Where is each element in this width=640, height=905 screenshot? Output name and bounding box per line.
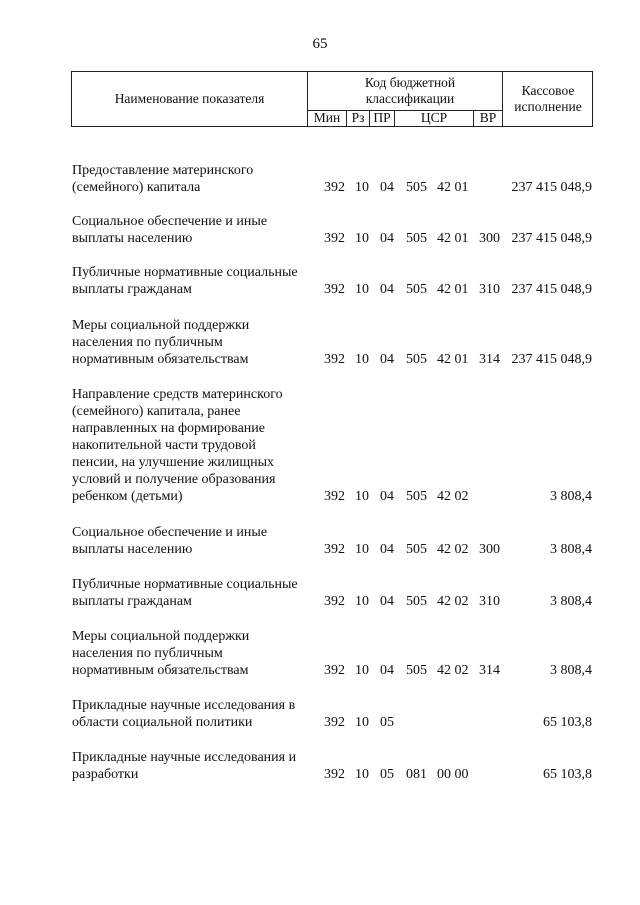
row-name <box>72 386 322 505</box>
row-name-line: области социальной политики <box>72 715 253 730</box>
row-name <box>72 213 322 247</box>
row-name-line: выплаты населению <box>72 231 193 246</box>
row-code-pr: 04 <box>380 594 394 609</box>
row-code-csr2: 42 01 <box>437 180 469 195</box>
row-code-vr: 314 <box>479 663 500 678</box>
row-code-pr: 04 <box>380 231 394 246</box>
header-name-column: Наименование показателя <box>114 91 265 106</box>
row-name-line: Меры социальной поддержки <box>72 318 250 333</box>
row-name <box>72 628 322 679</box>
row-code-min: 392 <box>324 542 345 557</box>
table-row <box>0 386 640 505</box>
row-amount: 3 808,4 <box>550 594 592 609</box>
row-code-rz: 10 <box>355 594 369 609</box>
row-name-line: Направление средств материнского <box>72 387 283 402</box>
row-name-line: ребенком (детьми) <box>72 489 183 504</box>
row-code-pr: 04 <box>380 282 394 297</box>
row-name-line: Прикладные научные исследования и <box>72 750 297 765</box>
row-code-rz: 10 <box>355 542 369 557</box>
row-code-csr2: 42 02 <box>437 663 469 678</box>
row-code-min: 392 <box>324 282 345 297</box>
row-code-rz: 10 <box>355 180 369 195</box>
row-code-csr2: 42 01 <box>437 282 469 297</box>
row-name-line: населения по публичным <box>72 335 223 350</box>
row-name-line: Предоставление материнского <box>72 163 254 178</box>
row-code-csr1: 505 <box>406 542 427 557</box>
row-code-rz: 10 <box>355 352 369 367</box>
table-row <box>0 697 640 731</box>
row-code-csr1: 505 <box>406 594 427 609</box>
row-code-csr1: 505 <box>406 352 427 367</box>
row-code-pr: 05 <box>380 767 394 782</box>
row-code-min: 392 <box>324 594 345 609</box>
row-name-line: условий и получение образования <box>72 472 276 487</box>
row-code-csr2: 00 00 <box>437 767 469 782</box>
row-name-line: выплаты гражданам <box>72 594 192 609</box>
row-code-csr1: 505 <box>406 180 427 195</box>
row-code-csr1: 081 <box>406 767 427 782</box>
row-name <box>72 264 322 298</box>
row-name-line: Прикладные научные исследования в <box>72 698 296 713</box>
page-number: 65 <box>312 36 328 52</box>
row-code-rz: 10 <box>355 715 369 730</box>
row-code-csr2: 42 01 <box>437 231 469 246</box>
row-amount: 237 415 048,9 <box>511 282 592 297</box>
row-code-pr: 05 <box>380 715 394 730</box>
row-name <box>72 749 322 783</box>
row-code-rz: 10 <box>355 231 369 246</box>
table-row <box>0 524 640 558</box>
row-code-pr: 04 <box>380 180 394 195</box>
row-name-line: Социальное обеспечение и иные <box>72 525 268 540</box>
row-name-line: (семейного) капитала <box>72 180 201 195</box>
row-code-min: 392 <box>324 231 345 246</box>
row-code-csr1: 505 <box>406 282 427 297</box>
table-row <box>0 162 640 196</box>
row-name-line: населения по публичным <box>72 646 223 661</box>
row-amount: 237 415 048,9 <box>511 180 592 195</box>
row-name-line: Публичные нормативные социальные <box>72 577 298 592</box>
table-row <box>0 213 640 247</box>
row-code-vr: 310 <box>479 282 500 297</box>
row-name-line: разработки <box>72 767 139 782</box>
row-code-pr: 04 <box>380 489 394 504</box>
row-name-line: Публичные нормативные социальные <box>72 265 298 280</box>
row-amount: 237 415 048,9 <box>511 231 592 246</box>
row-amount: 65 103,8 <box>543 715 592 730</box>
row-name-line: нормативным обязательствам <box>72 663 249 678</box>
row-amount: 237 415 048,9 <box>511 352 592 367</box>
row-name-line: (семейного) капитала, ранее <box>72 404 241 419</box>
table-header <box>71 71 593 127</box>
row-name-line: нормативным обязательствам <box>72 352 249 367</box>
table-row <box>0 317 640 368</box>
row-name-line: Меры социальной поддержки <box>72 629 250 644</box>
row-code-rz: 10 <box>355 767 369 782</box>
row-code-csr1: 505 <box>406 663 427 678</box>
row-code-vr: 300 <box>479 542 500 557</box>
header-col-rz: Рз <box>351 110 365 125</box>
row-code-csr2: 42 02 <box>437 542 469 557</box>
row-name <box>72 697 322 731</box>
row-name-line: выплаты населению <box>72 542 193 557</box>
row-code-pr: 04 <box>380 352 394 367</box>
header-col-min: Мин <box>313 110 341 125</box>
row-code-pr: 04 <box>380 542 394 557</box>
row-code-min: 392 <box>324 489 345 504</box>
row-name <box>72 576 322 610</box>
header-code-group: Код бюджетной классификации <box>364 75 456 106</box>
row-amount: 65 103,8 <box>543 767 592 782</box>
row-name-line: Социальное обеспечение и иные <box>72 214 268 229</box>
row-code-vr: 300 <box>479 231 500 246</box>
row-name-line: накопительной части трудовой <box>72 438 256 453</box>
row-amount: 3 808,4 <box>550 542 592 557</box>
table-row <box>0 628 640 679</box>
row-code-min: 392 <box>324 767 345 782</box>
row-code-min: 392 <box>324 663 345 678</box>
row-code-vr: 314 <box>479 352 500 367</box>
row-code-csr1: 505 <box>406 489 427 504</box>
row-code-vr: 310 <box>479 594 500 609</box>
row-code-csr2: 42 02 <box>437 594 469 609</box>
row-name <box>72 162 322 196</box>
table-row <box>0 576 640 610</box>
table-row <box>0 264 640 298</box>
row-name-line: выплаты гражданам <box>72 282 192 297</box>
row-code-csr1: 505 <box>406 231 427 246</box>
row-code-pr: 04 <box>380 663 394 678</box>
header-amount-column: Кассовое исполнение <box>514 83 582 114</box>
row-name <box>72 524 322 558</box>
row-amount: 3 808,4 <box>550 489 592 504</box>
row-name-line: пенсии, на улучшение жилищных <box>72 455 275 470</box>
header-col-csr: ЦСР <box>420 110 448 125</box>
row-code-rz: 10 <box>355 489 369 504</box>
row-code-rz: 10 <box>355 663 369 678</box>
row-code-min: 392 <box>324 180 345 195</box>
row-code-min: 392 <box>324 352 345 367</box>
table-row <box>0 749 640 783</box>
row-code-rz: 10 <box>355 282 369 297</box>
row-code-min: 392 <box>324 715 345 730</box>
header-col-vr: ВР <box>479 110 497 125</box>
row-name-line: направленных на формирование <box>72 421 265 436</box>
row-code-csr2: 42 02 <box>437 489 469 504</box>
row-code-csr2: 42 01 <box>437 352 469 367</box>
row-amount: 3 808,4 <box>550 663 592 678</box>
header-col-pr: ПР <box>373 110 391 125</box>
row-name <box>72 317 322 368</box>
